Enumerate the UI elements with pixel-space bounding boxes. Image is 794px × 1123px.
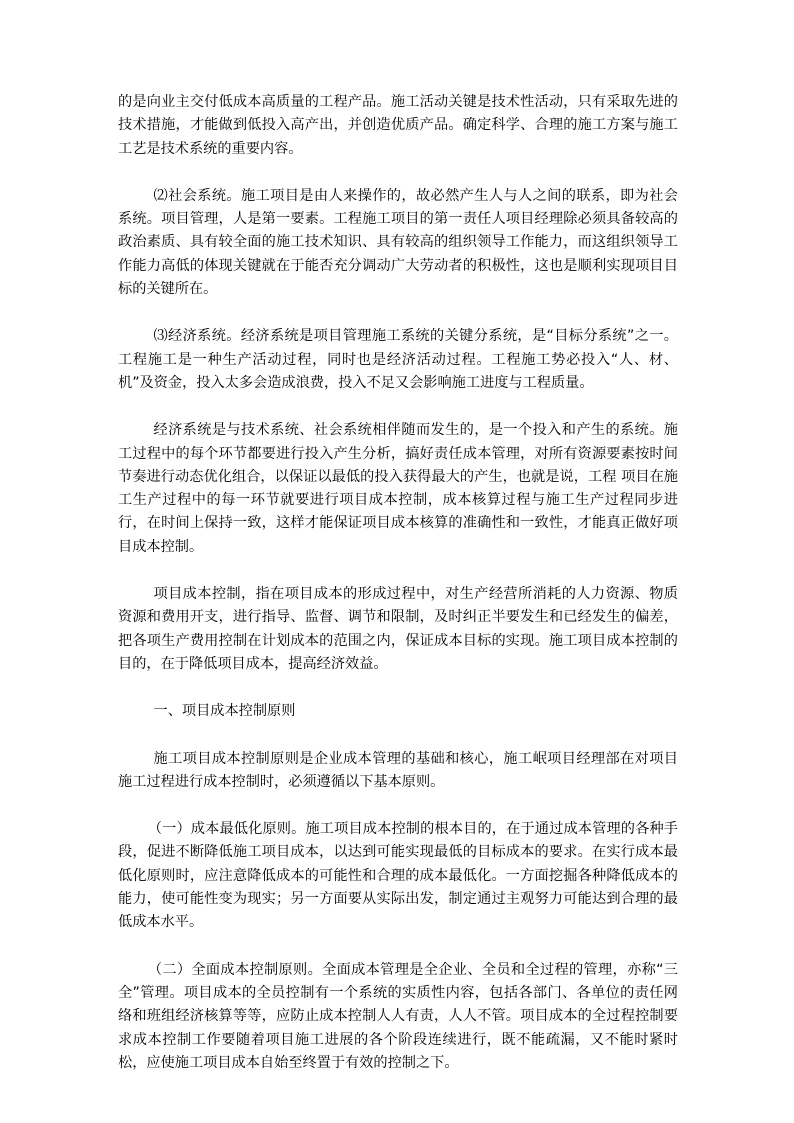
paragraph-principles-intro: 施工项目成本控制原则是企业成本管理的基础和核心，施工岷项目经理部在对项目施工过程进行成本控制时，必须遵循以下基本原则。	[118, 750, 678, 790]
section-heading-cost-control-principles: 一、项目成本控制原则	[153, 703, 296, 720]
paragraph-technical-system-continued: 的是向业主交付低成本高质量的工程产品。施工活动关键是技术性活动，只有采取先进的技术措施，才能做到低投入高产出，并创造优质产品。确定科学、合理的施工方案与施工工艺是技术系统的重要内容。	[118, 94, 678, 157]
document-page	[118, 91, 678, 1099]
paragraph-economic-system-detail: 经济系统是与技术系统、社会系统相伴随而发生的，是一个投入和产生的系统。施工过程中的每个环节都要进行投入产生分析，搞好责任成本管理，对所有资源要素按时间节奏进行动态优化组合，以保证以最低的投入获得最大的产生，也就是说，工程 项目在施工生产过程中的每一环节就要进行项目成本控制，成本核算过程与施工生产过程同步进行，在时间上保持一致，这样才能保证项目成本核算的准确性和一致性，才能真正做好项目成本控制。	[118, 422, 678, 555]
paragraph-economic-system: ⑶经济系统。经济系统是项目管理施工系统的关键分系统，是“目标分系统”之一。工程施工是一种生产活动过程，同时也是经济活动过程。工程施工势必投入“人、材、机”及资金，投入太多会造成浪费，投入不足又会影响施工进度与工程质量。	[118, 328, 678, 391]
paragraph-social-system: ⑵社会系统。施工项目是由人来操作的，故必然产生人与人之间的联系，即为社会系统。项目管理，人是第一要素。工程施工项目的第一责任人项目经理除必须具备较高的政治素质、具有较全面的施工技术知识、具有较高的组织领导工作能力，而这组织领导工作能力高低的体现关键就在于能否充分调动广大劳动者的积极性，这也是顺利实现项目目标的关键所在。	[118, 187, 678, 298]
paragraph-cost-control-definition: 项目成本控制，指在项目成本的形成过程中，对生产经营所消耗的人力资源、物质资源和费用开支，进行指导、监督、调节和限制，及时纠正半要发生和已经发生的偏差，把各项生产费用控制在计划成本的范围之内，保证成本目标的实现。施工项目成本控制的目的，在于降低项目成本，提高经济效益。	[118, 586, 678, 672]
paragraph-cost-minimization-principle: （一）成本最低化原则。施工项目成本控制的根本目的，在于通过成本管理的各种手段，促进不断降低施工项目成本，以达到可能实现最低的目标成本的要求。在实行成本最低化原则时，应注意降低成本的可能性和合理的成本最低化。一方面挖掘各种降低成本的能力，使可能性变为现实；另一方面要从实际出发，制定通过主观努力可能达到合理的最低成本水平。	[118, 821, 678, 931]
paragraph-total-cost-control-principle: （二）全面成本控制原则。全面成本管理是全企业、全员和全过程的管理，亦称“三全”管理。项目成本的全员控制有一个系统的实质性内容，包括各部门、各单位的责任网络和班组经济核算等等，应防止成本控制人人有责，人人不管。项目成本的全过程控制要求成本控制工作要随着项目施工进展的各个阶段连续进行，既不能疏漏，又不能时紧时松，应使施工项目成本自始至终置于有效的控制之下。	[118, 961, 678, 1071]
